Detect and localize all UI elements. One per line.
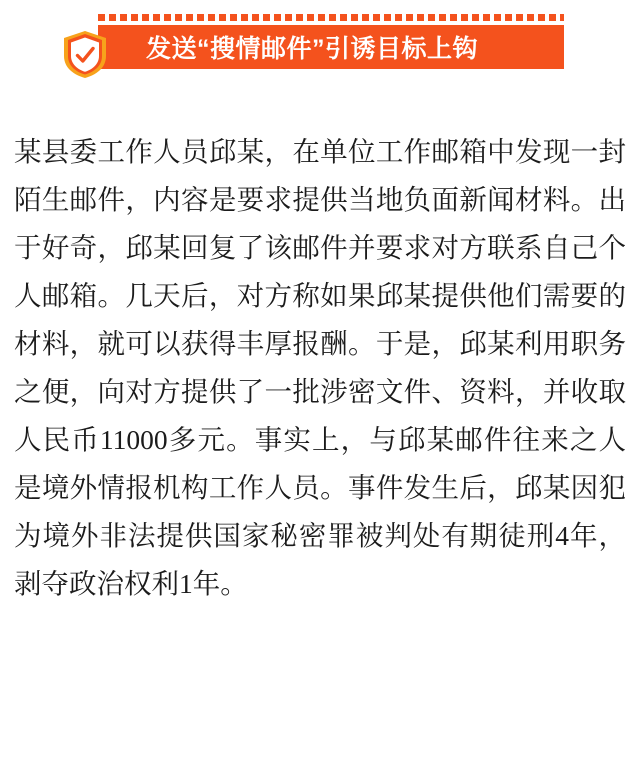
article-paragraph: 某县委工作人员邱某，在单位工作邮箱中发现一封陌生邮件，内容是要求提供当地负面新闻材料。出于好奇，邱某回复了该邮件并要求对方联系自己个人邮箱。几天后，对方称如果邱某提供他们需要的材料，就可以获得丰厚报酬。于是，邱某利用职务之便，向对方提供了一批涉密文件、资料，并收取人民币11000多元。事实上，与邱某邮件往来之人是境外情报机构工作人员。事件发生后，邱某因犯为境外非法提供国家秘密罪被判处有期徒刑4年，剥夺政治权利1年。: [14, 136, 626, 599]
section-title: 发送“搜情邮件”引诱目标上钩: [146, 35, 479, 63]
shield-check-icon: [58, 28, 112, 80]
dotted-decoration: [98, 14, 564, 22]
header-bar: [98, 25, 564, 69]
section-header-banner: [58, 14, 570, 76]
document-page: [0, 14, 640, 769]
article-body: [14, 128, 626, 608]
